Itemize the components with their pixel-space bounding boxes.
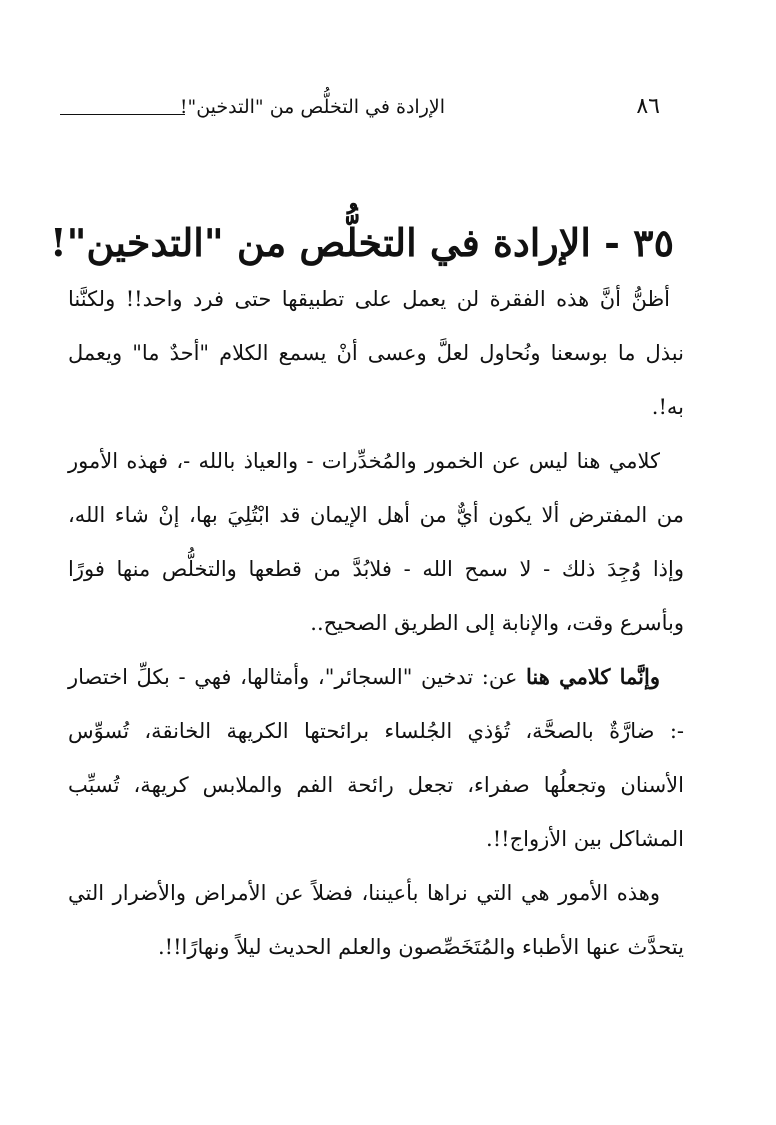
paragraph-1-text: أظنُّ أنَّ هذه الفقرة لن يعمل على تطبيقها حتى فرد واحد!! ولكنَّنا نبذل ما بوسعنا ونُحاول لعلَّ وعسى أنْ يسمع الكلام "أحدٌ ما" ويعمل به!. (68, 287, 684, 419)
body-text (68, 272, 684, 974)
chapter-title: ٣٥ - الإرادة في التخلُّص من "التدخين"! (49, 220, 674, 266)
running-title: الإرادة في التخلُّص من "التدخين"! (179, 96, 445, 118)
paragraph-1 (68, 272, 684, 434)
paragraph-3 (68, 650, 684, 866)
paragraph-4 (68, 866, 684, 974)
paragraph-4-text: وهذه الأمور هي التي نراها بأعيننا، فضلاً عن الأمراض والأضرار التي يتحدَّث عنها الأطباء والمُتَخَصِّصون والعلم الحديث ليلاً ونهارًا!!. (68, 881, 684, 959)
paragraph-3-lead: وإنَّما كلامي هنا (526, 664, 660, 689)
paragraph-2-text: كلامي هنا ليس عن الخمور والمُخدِّرات - والعياذ بالله -، فهذه الأمور من المفترض ألا يكون أيٌّ من أهل الإيمان قد ابْتُلِيَ بها، إنْ شاء الله، وإذا وُجِدَ ذلك - لا سمح الله - فلابُدَّ من قطعها والتخلُّص منها فورًا وبأسرع وقت، والإنابة إلى الطريق الصحيح.. (68, 449, 684, 635)
paragraph-3-text: عن: تدخين "السجائر"، وأمثالها، فهي - بكلِّ اختصار -: ضارَّةٌ بالصحَّة، تُؤذي الجُلساء برائحتها الكريهة الخانقة، تُسوِّس الأسنان وتجعلُها صفراء، تجعل رائحة الفم والملابس كريهة، تُسبِّب المشاكل بين الأزواج!!. (68, 665, 684, 851)
header-rule (60, 114, 185, 115)
page-number: ٨٦ (636, 94, 660, 119)
running-header (60, 92, 680, 122)
paragraph-2 (68, 434, 684, 650)
